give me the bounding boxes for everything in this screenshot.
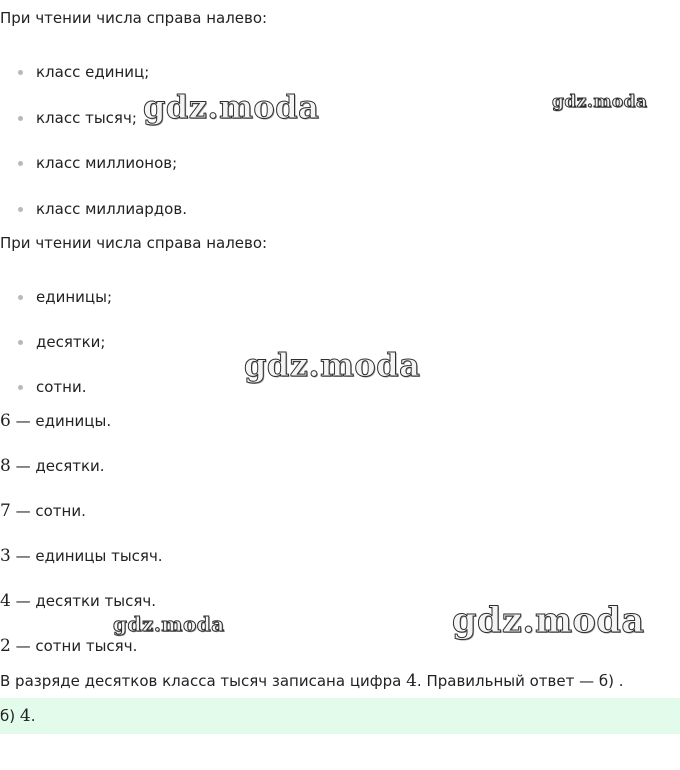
answer-text: б) 4.	[0, 706, 36, 726]
digit-line: 4 — десятки тысяч.	[0, 591, 157, 611]
digit-line: 6 — единицы.	[0, 411, 112, 431]
watermark-logo: gdz.moda	[244, 346, 421, 384]
bullet-icon	[18, 116, 23, 121]
digit-line: 8 — десятки.	[0, 456, 105, 476]
intro-paragraph-places: При чтении числа справа налево:	[0, 234, 268, 252]
bullet-icon	[18, 70, 23, 75]
watermark-logo: gdz.moda	[452, 600, 645, 641]
bullet-icon	[18, 161, 23, 166]
watermark-logo: gdz.moda	[113, 612, 225, 636]
intro-paragraph-classes: При чтении числа справа налево:	[0, 9, 268, 27]
digit-line: 7 — сотни.	[0, 501, 86, 521]
watermark-logo: gdz.moda	[552, 92, 648, 112]
bullet-icon	[18, 340, 23, 345]
bullet-icon	[18, 295, 23, 300]
bullet-icon	[18, 207, 23, 212]
digit-line: 3 — единицы тысяч.	[0, 546, 163, 566]
bullet-icon	[18, 385, 23, 390]
conclusion-text: В разряде десятков класса тысяч записана цифра 4. Правильный ответ — б) .	[0, 671, 624, 691]
watermark-logo: gdz.moda	[143, 88, 320, 126]
answer-box	[0, 698, 680, 734]
digit-line: 2 — сотни тысяч.	[0, 636, 138, 656]
